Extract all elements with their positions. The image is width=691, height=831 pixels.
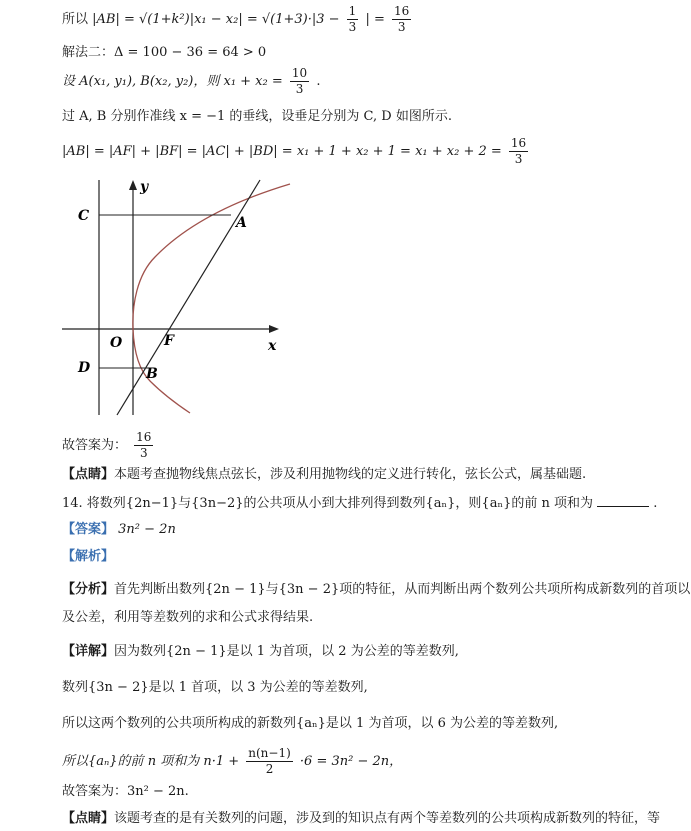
comment-text: 本题考查抛物线焦点弦长，涉及利用抛物线的定义进行转化，弦长公式，属基础题. — [114, 467, 587, 482]
fraction-numerator: n(n−1) — [248, 746, 291, 760]
label-f: F — [164, 333, 174, 349]
label-o: O — [110, 335, 123, 351]
sum-x-line — [62, 66, 320, 97]
directrix-line: 过 A, B 分别作准线 x = −1 的垂线，设垂足分别为 C, D 如图所示. — [62, 109, 452, 124]
fraction-denominator: 3 — [295, 82, 304, 96]
fraction-numerator: 16 — [136, 430, 152, 444]
label-d: D — [78, 360, 91, 376]
fenxi-line-1 — [62, 581, 690, 599]
sequence-3n-line: 数列{3n − 2}是以 1 首项，以 3 为公差的等差数列, — [62, 680, 368, 695]
formula-text: | = — [365, 12, 389, 27]
label-a: A — [236, 215, 247, 231]
label-b: B — [146, 366, 158, 382]
formula-line-ab-length — [62, 4, 414, 35]
fraction-numerator: 16 — [510, 136, 527, 150]
formula-text: ·6 = 3n² − 2n， — [299, 754, 403, 769]
fraction — [246, 746, 293, 777]
answer-value: 3n² − 2n — [118, 522, 176, 537]
label-x: x — [268, 338, 277, 354]
fraction-numerator: 16 — [394, 4, 410, 18]
fraction — [290, 66, 309, 97]
parabola-figure — [60, 175, 300, 425]
fraction-denominator: 2 — [265, 762, 274, 776]
fraction — [347, 4, 359, 35]
fenxi-tag: 【分析】 — [62, 582, 115, 597]
xiangjie-line — [62, 643, 459, 661]
fenxi-text: 首先判断出数列{2n − 1}与{3n − 2}项的特征，从而判断出两个数列公共项所构成新数列的首项以 — [114, 582, 691, 597]
period: . — [653, 496, 658, 511]
question-text: 14. 将数列{2n−1}与{3n−2}的公共项从小到大排列得到数列{aₙ}，则{aₙ}的前 n 项和为 — [62, 496, 593, 511]
x-axis-arrow — [269, 325, 279, 333]
answer-tag-line — [62, 521, 176, 539]
fraction-numerator: 10 — [291, 66, 308, 80]
period: . — [316, 74, 321, 89]
answer-tag: 【答案】 — [62, 522, 115, 537]
analysis-tag-line — [62, 548, 114, 566]
label-c: C — [78, 208, 90, 224]
focal-chord-line — [62, 136, 531, 167]
answer-label: 故答案为： — [62, 438, 128, 453]
answer-blank — [597, 494, 649, 507]
xiangjie-text: 因为数列{2n − 1}是以 1 为首项，以 2 为公差的等差数列, — [114, 644, 459, 659]
formula-text: |AB| = √(1+k²)|x₁ − x₂| = √(1+3)·|3 − — [92, 12, 344, 27]
last-comment-line — [62, 810, 660, 828]
answer-line — [62, 430, 156, 461]
last-comment-tag: 【点睛】 — [62, 811, 115, 826]
label-y: y — [140, 179, 149, 195]
xiangjie-tag: 【详解】 — [62, 644, 115, 659]
fenxi-line-2: 及公差，利用等差数列的求和公式求得结果. — [62, 610, 314, 625]
fraction-denominator: 3 — [397, 20, 406, 34]
y-axis-arrow — [129, 180, 137, 190]
fraction — [509, 136, 528, 167]
final-answer-line: 故答案为：3n² − 2n. — [62, 784, 189, 799]
fraction-denominator: 3 — [348, 20, 357, 34]
fraction-denominator: 3 — [139, 446, 148, 460]
last-comment-text: 该题考查的是有关数列的问题，涉及到的知识点有两个等差数列的公共项构成新数列的特征，等 — [114, 811, 661, 826]
sum-formula-line — [62, 746, 402, 777]
formula-text: 所以{aₙ}的前 n 项和为 n·1 + — [62, 754, 244, 769]
common-terms-line: 所以这两个数列的公共项所构成的新数列{aₙ}是以 1 为首项，以 6 为公差的等差数列, — [62, 716, 559, 731]
text-prefix: 所以 — [62, 12, 89, 27]
formula-text: |AB| = |AF| + |BF| = |AC| + |BD| = x₁ + 1 + x₂ + 1 = x₁ + x₂ + 2 = — [62, 144, 506, 159]
fraction-numerator: 1 — [348, 4, 357, 18]
fraction-denominator: 3 — [514, 152, 523, 166]
analysis-tag: 【解析】 — [62, 549, 115, 564]
formula-text: 设 A(x₁, y₁), B(x₂, y₂)，则 x₁ + x₂ = — [62, 74, 287, 89]
fraction — [392, 4, 411, 35]
comment-line — [62, 466, 586, 484]
method-two-line: 解法二：Δ = 100 − 36 = 64 > 0 — [62, 45, 267, 60]
fraction — [134, 430, 153, 461]
question-14 — [62, 494, 657, 513]
comment-tag: 【点睛】 — [62, 467, 115, 482]
